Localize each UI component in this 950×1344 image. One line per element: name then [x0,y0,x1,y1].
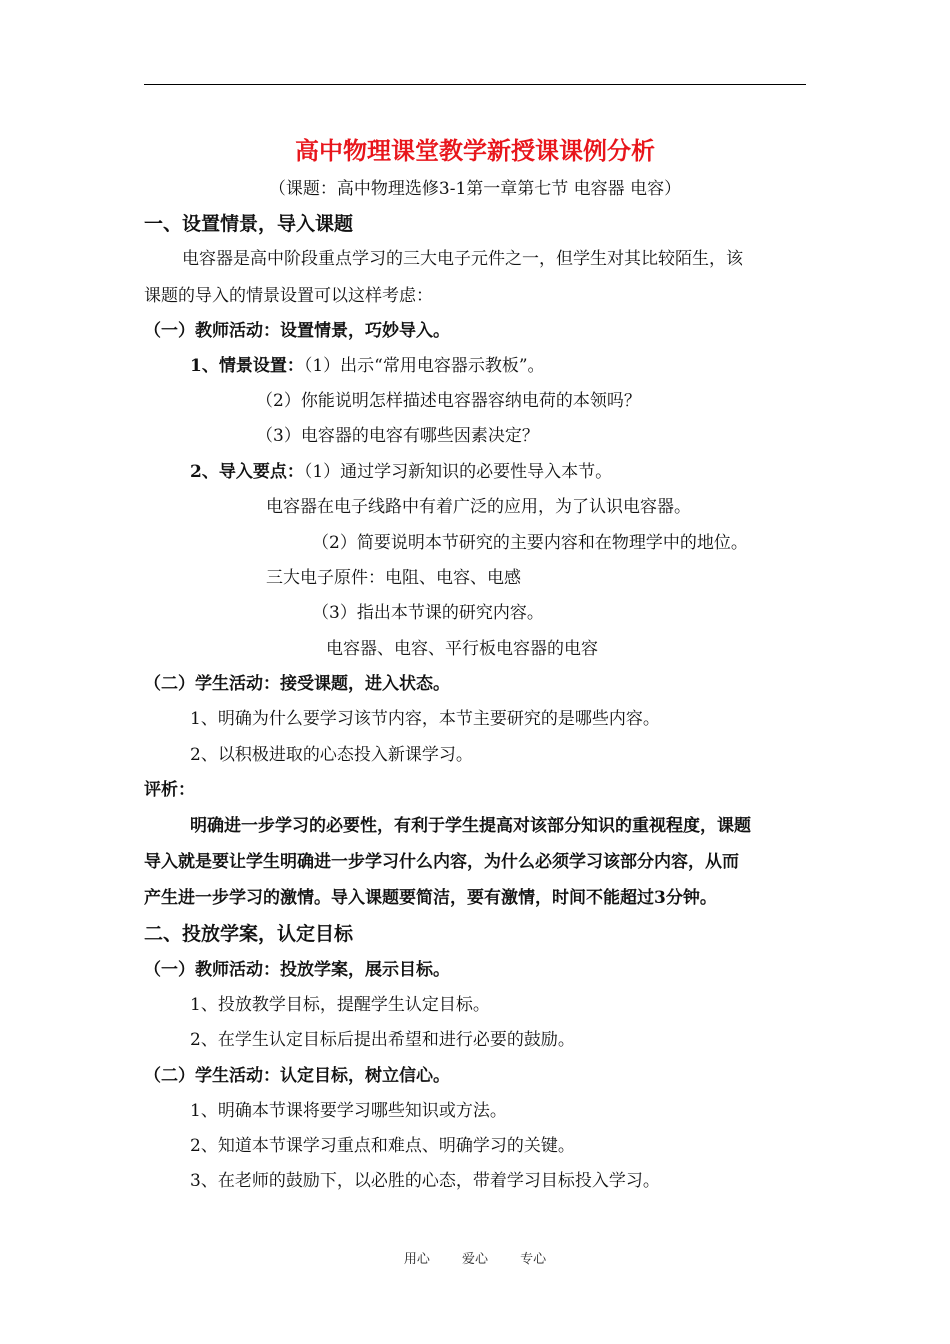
item-label: 2、导入要点： [190,462,304,482]
header-rule [144,84,806,85]
list-item: 1、明确本节课将要学习哪些知识或方法。 [190,1101,507,1121]
paragraph-line: 电容器是高中阶段重点学习的三大电子元件之一，但学生对其比较陌生，该 [182,249,743,269]
footer-word: 专心 [520,1252,547,1267]
list-item: 2、知道本节课学习重点和难点、明确学习的关键。 [190,1136,575,1156]
list-item: 2、在学生认定目标后提出希望和进行必要的鼓励。 [190,1030,575,1050]
subsection-heading: （一）教师活动：设置情景，巧妙导入。 [144,321,450,341]
list-item: 1、投放教学目标，提醒学生认定目标。 [190,995,490,1015]
list-item: 3、在老师的鼓励下，以必胜的心态，带着学习目标投入学习。 [190,1171,660,1191]
section-1-heading: 一、设置情景，导入课题 [144,213,354,235]
list-item [190,461,612,483]
note-line: 电容器在电子线路中有着广泛的应用，为了认识电容器。 [266,497,691,517]
footer-word: 用心 [403,1252,430,1267]
list-item: （2）简要说明本节研究的主要内容和在物理学中的地位。 [312,533,748,553]
subsection-heading: （二）学生活动：认定目标，树立信心。 [144,1066,450,1086]
review-line: 导入就是要让学生明确进一步学习什么内容，为什么必须学习该部分内容，从而 [144,852,739,872]
paragraph-line: 课题的导入的情景设置可以这样考虑： [144,286,433,306]
list-item: 1、明确为什么要学习该节内容，本节主要研究的是哪些内容。 [190,709,660,729]
list-item: 2、以积极进取的心态投入新课学习。 [190,745,473,765]
item-text: （1）出示“常用电容器示教板”。 [303,356,545,376]
subsection-heading: （二）学生活动：接受课题，进入状态。 [144,674,450,694]
item-text: （1）通过学习新知识的必要性导入本节。 [303,462,613,482]
section-2-heading: 二、投放学案，认定目标 [144,923,354,945]
subsection-heading: （一）教师活动：投放学案，展示目标。 [144,960,450,980]
review-line: 明确进一步学习的必要性，有利于学生提高对该部分知识的重视程度，课题 [190,816,751,836]
list-item: （2）你能说明怎样描述电容器容纳电荷的本领吗？ [256,391,641,411]
note-line: 电容器、电容、平行板电容器的电容 [326,639,598,659]
note-line: 三大电子原件：电阻、电容、电感 [266,568,521,588]
document-subtitle: （课题：高中物理选修3-1第一章第七节 电容器 电容） [268,179,682,199]
document-title: 高中物理课堂教学新授课课例分析 [295,136,655,165]
list-item: （3）电容器的电容有哪些因素决定？ [256,426,539,446]
footer-word: 爱心 [461,1252,488,1267]
list-item [190,355,545,377]
list-item: （3）指出本节课的研究内容。 [312,603,544,623]
review-label: 评析： [144,780,195,800]
page-footer [0,1248,950,1267]
item-label: 1、情景设置： [190,356,304,376]
review-line: 产生进一步学习的激情。导入课题要简洁，要有激情，时间不能超过3分钟。 [144,888,717,908]
